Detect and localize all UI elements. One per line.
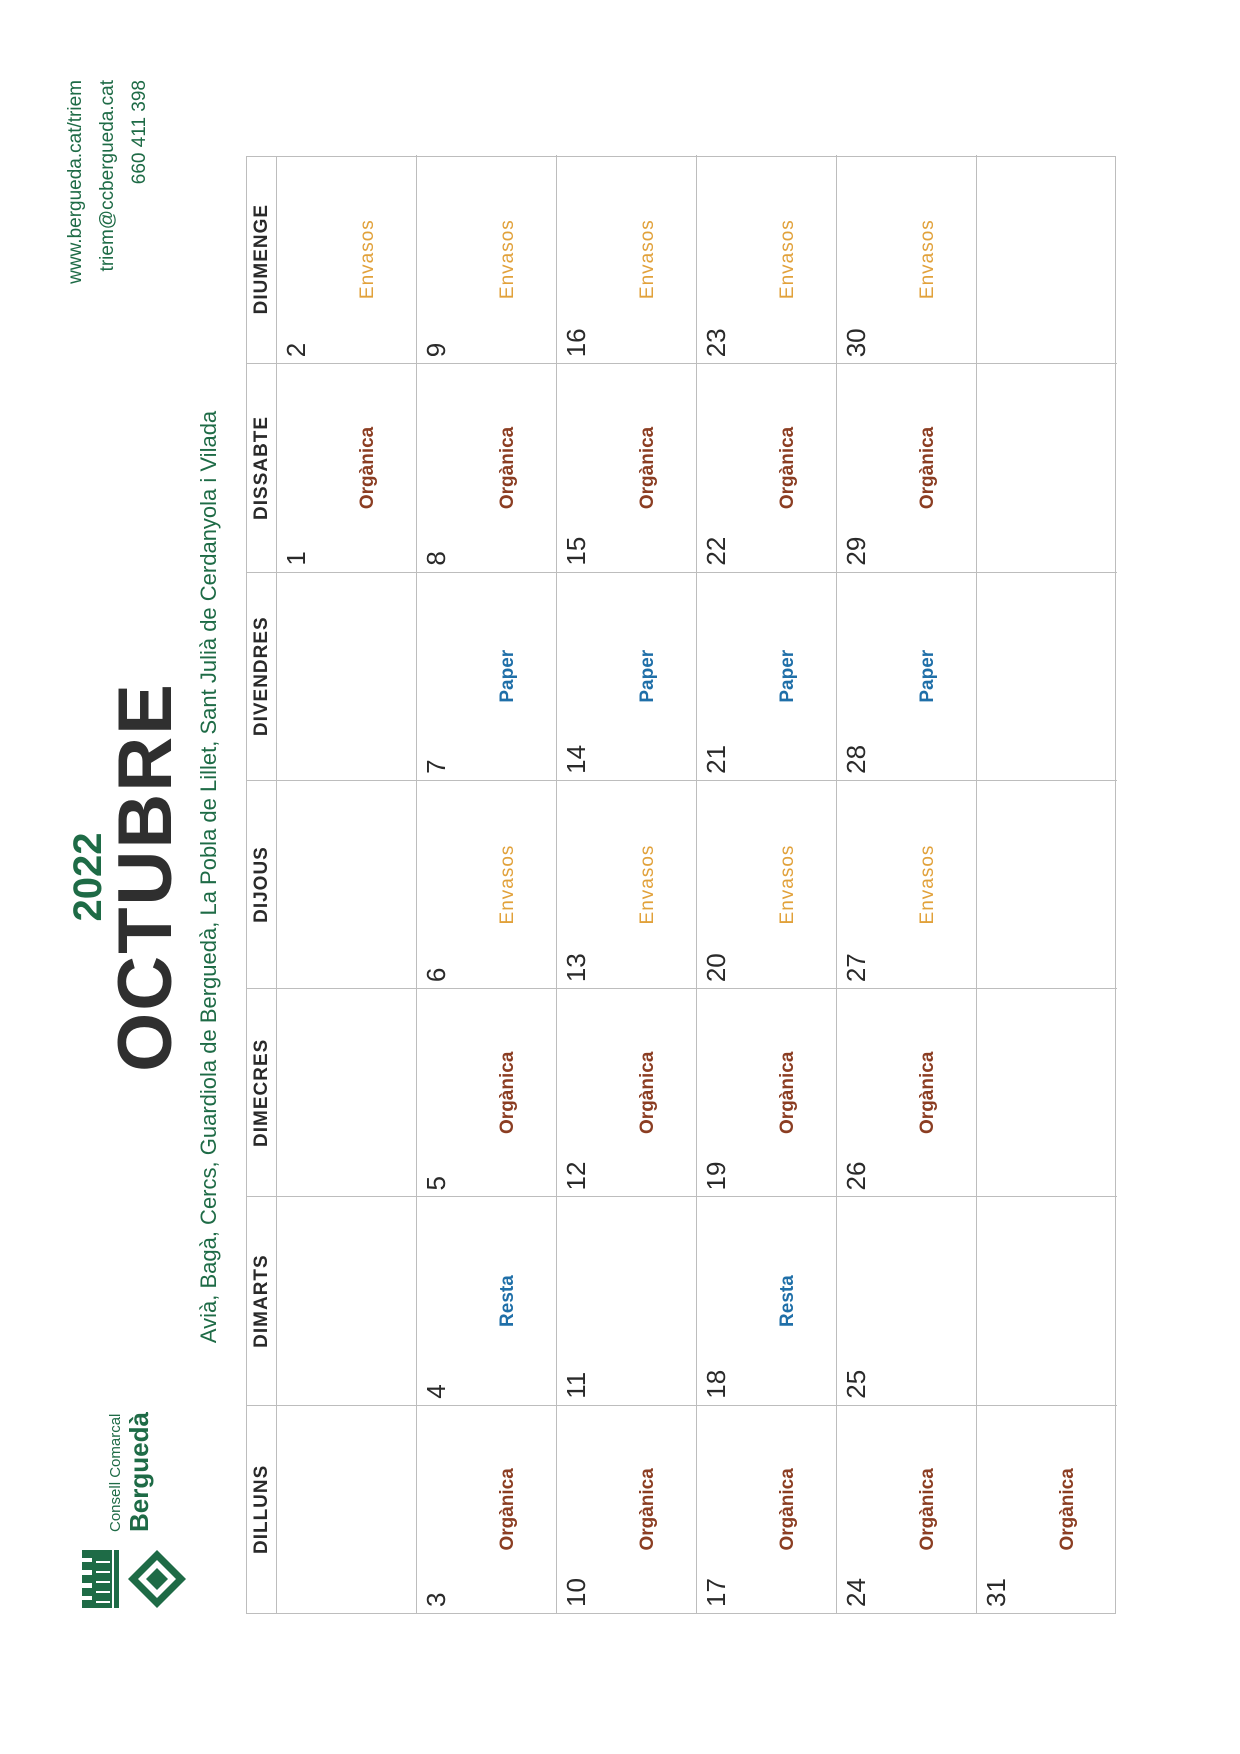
day-cell xyxy=(977,572,1117,780)
day-cell xyxy=(417,988,557,1196)
day-number: 28 xyxy=(841,744,871,774)
collection-label: Orgànica xyxy=(637,426,658,510)
weekday-header: DIVENDRES xyxy=(247,572,277,780)
day-number: 23 xyxy=(701,328,731,358)
collection-label: Resta xyxy=(777,1275,798,1327)
collection-label: Envasos xyxy=(497,844,518,925)
day-cell xyxy=(977,155,1117,363)
collection-label: Orgànica xyxy=(777,1468,798,1551)
day-cell xyxy=(697,155,837,363)
collection-label: Envasos xyxy=(917,219,938,300)
day-cell xyxy=(417,780,557,988)
municipalities-subtitle: Avià, Bagà, Cercs, Guardiola de Berguedà, La Pobla de Lillet, Sant Julià de Cerdanyola i Vilada xyxy=(196,410,221,1344)
collection-label: Orgànica xyxy=(497,1051,518,1134)
day-number: 20 xyxy=(701,953,731,983)
weekday-header: DIMARTS xyxy=(247,1196,277,1404)
collection-label: Paper xyxy=(637,649,658,703)
day-cell xyxy=(697,780,837,988)
day-cell xyxy=(557,988,697,1196)
weekday-header: DIUMENGE xyxy=(251,203,272,315)
day-cell xyxy=(837,572,977,780)
collection-label: Envasos xyxy=(637,844,658,925)
day-cell xyxy=(837,1405,977,1613)
day-cell xyxy=(417,1405,557,1613)
day-number: 11 xyxy=(561,1371,591,1399)
day-cell xyxy=(277,363,417,571)
day-cell xyxy=(977,1405,1117,1613)
day-cell xyxy=(837,155,977,363)
weekday-header: DIJOUS xyxy=(247,780,277,988)
day-cell xyxy=(557,363,697,571)
day-cell xyxy=(557,155,697,363)
day-number: 26 xyxy=(841,1161,871,1191)
collection-label: Envasos xyxy=(777,219,798,300)
day-cell xyxy=(697,363,837,571)
day-cell xyxy=(277,1405,417,1613)
header xyxy=(0,0,240,1754)
day-cell xyxy=(697,572,837,780)
collection-label: Envasos xyxy=(917,844,938,925)
day-number: 9 xyxy=(421,342,451,358)
day-cell xyxy=(837,988,977,1196)
collection-label: Orgànica xyxy=(497,1468,518,1551)
weekday-header: DIMECRES xyxy=(247,988,277,1196)
collection-label: Orgànica xyxy=(777,426,798,510)
day-number: 18 xyxy=(701,1369,731,1399)
organization-line2: Berguedà xyxy=(124,1412,154,1532)
collection-label: Orgànica xyxy=(917,1051,938,1134)
collection-label: Envasos xyxy=(777,844,798,925)
collection-label: Orgànica xyxy=(777,1051,798,1134)
weekday-header-row xyxy=(247,157,277,1613)
day-number: 12 xyxy=(561,1161,591,1191)
day-cell xyxy=(417,1196,557,1404)
contact-info xyxy=(60,80,156,284)
collection-label: Orgànica xyxy=(357,426,378,510)
phone-number: 660 411 398 xyxy=(129,80,150,185)
collection-label: Envasos xyxy=(357,219,378,300)
day-number: 14 xyxy=(561,744,591,774)
collection-label: Paper xyxy=(917,649,938,703)
day-number: 30 xyxy=(841,328,871,358)
day-cell xyxy=(417,572,557,780)
day-number: 31 xyxy=(981,1578,1011,1607)
day-number: 16 xyxy=(561,328,591,358)
day-cell xyxy=(277,572,417,780)
day-cell xyxy=(697,1405,837,1613)
collection-label: Resta xyxy=(497,1275,518,1327)
organization-line1: Consell Comarcal xyxy=(107,1413,124,1532)
day-number: 24 xyxy=(841,1578,871,1607)
day-number: 17 xyxy=(701,1578,731,1607)
day-cell xyxy=(417,363,557,571)
day-cell xyxy=(557,1405,697,1613)
collection-label: Orgànica xyxy=(917,1468,938,1551)
month-title: OCTUBRE xyxy=(103,682,188,1072)
day-number: 15 xyxy=(561,536,591,566)
day-number: 6 xyxy=(421,967,451,983)
day-number: 3 xyxy=(421,1592,451,1607)
day-number: 10 xyxy=(561,1578,591,1607)
day-cell xyxy=(417,155,557,363)
collection-label: Paper xyxy=(497,649,518,703)
day-number: 19 xyxy=(701,1161,731,1191)
day-number: 13 xyxy=(561,953,591,983)
day-cell xyxy=(977,1196,1117,1404)
day-cell xyxy=(697,1196,837,1404)
day-cell xyxy=(277,155,417,363)
collection-label: Envasos xyxy=(637,219,658,300)
collection-label: Envasos xyxy=(497,219,518,300)
day-cell xyxy=(837,363,977,571)
day-cell xyxy=(837,780,977,988)
day-number: 5 xyxy=(421,1175,451,1191)
weekday-header: DISSABTE xyxy=(247,363,277,571)
day-number: 21 xyxy=(701,744,731,774)
collection-label: Orgànica xyxy=(497,426,518,510)
day-number: 4 xyxy=(421,1384,451,1399)
day-cell xyxy=(277,780,417,988)
weekday-header: DILLUNS xyxy=(247,1405,277,1613)
day-number: 27 xyxy=(841,953,871,983)
collection-label: Paper xyxy=(777,649,798,703)
collection-label: Orgànica xyxy=(637,1468,658,1551)
day-cell xyxy=(557,1196,697,1404)
day-cell xyxy=(977,780,1117,988)
calendar-grid xyxy=(246,156,1116,1614)
day-cell xyxy=(557,780,697,988)
day-cell xyxy=(557,572,697,780)
day-cell xyxy=(837,1196,977,1404)
day-cell xyxy=(977,988,1117,1196)
day-cell xyxy=(977,363,1117,571)
day-number: 8 xyxy=(421,551,451,566)
collection-label: Orgànica xyxy=(917,426,938,510)
day-number: 29 xyxy=(841,536,871,566)
year: 2022 xyxy=(66,832,110,922)
day-number: 2 xyxy=(281,342,311,358)
day-cell xyxy=(697,988,837,1196)
website-link[interactable]: www.bergueda.cat/triem xyxy=(65,80,86,284)
collection-label: Orgànica xyxy=(1057,1468,1078,1551)
day-number: 25 xyxy=(841,1369,871,1399)
day-number: 7 xyxy=(421,759,451,774)
day-cell xyxy=(277,1196,417,1404)
email-link[interactable]: triem@ccbergueda.cat xyxy=(97,80,118,272)
day-number: 22 xyxy=(701,536,731,566)
day-cell xyxy=(277,988,417,1196)
collection-label: Orgànica xyxy=(637,1051,658,1134)
day-number: 1 xyxy=(281,551,311,566)
